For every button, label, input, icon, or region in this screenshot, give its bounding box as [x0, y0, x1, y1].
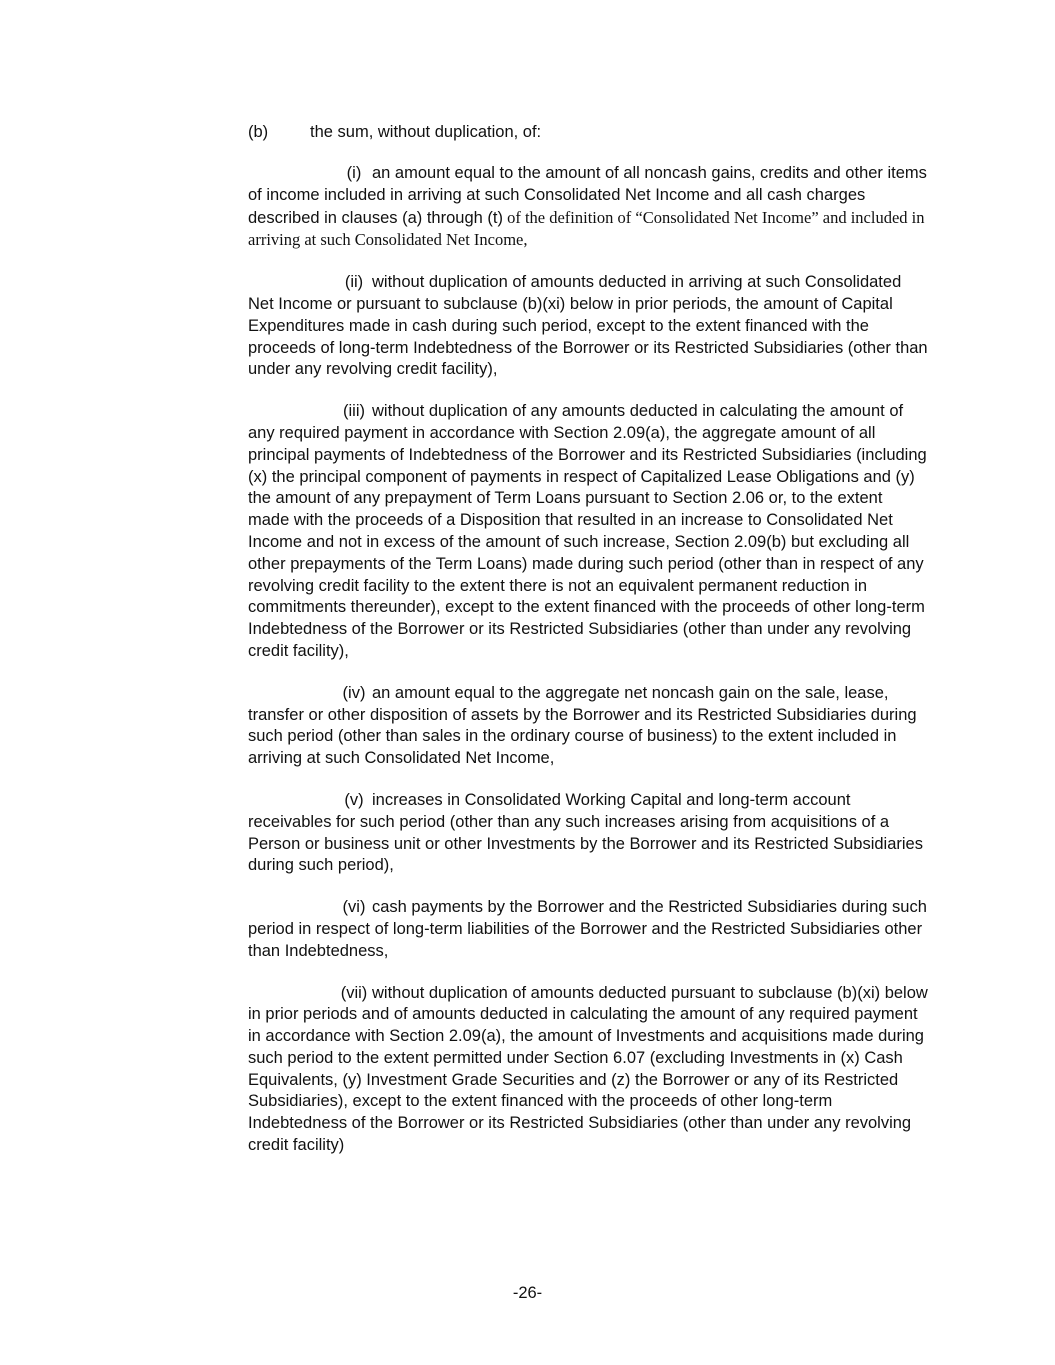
subclause-v [248, 790, 928, 877]
subclause-vii [248, 983, 928, 1157]
subclause-label: (i) [346, 164, 362, 182]
subclause-iv [248, 683, 928, 770]
clause-b-text: the sum, without duplication, of: [310, 123, 542, 141]
subclause-label: (v) [344, 790, 364, 809]
subclause-i [248, 163, 928, 252]
subclause-text: without duplication of any amounts deducted in calculating the amount of any required payment in accordance with Section 2.09(a), the aggregate amount of all principal payments of Indebtedness of the Borrower and its Restricted Subsidiaries (including (x) the principal component of payments in respect of Capitalized Lease Obligations and (y) the amount of any prepayment of Term Loans pursuant to Section 2.06 or, to the extent made with the proceeds of a Disposition that resulted in an increase to Consolidated Net Income and not in excess of the amount of such increase, Section 2.09(b) but excluding all other prepayments of the Term Loans) made during such period (other than in respect of any revolving credit facility to the extent there is not an equivalent permanent reduction in commitments thereunder), except to the extent financed with the proceeds of other long-term Indebtedness of the Borrower or its Restricted Subsidiaries (other than under any revolving credit facility), [248, 402, 927, 660]
subclause-label: (vi) [342, 898, 366, 917]
clause-b-label: (b) [248, 123, 269, 141]
subclause-ii [248, 272, 928, 381]
subclause-iii [248, 401, 928, 663]
subclause-label: (ii) [344, 273, 364, 292]
subclause-label: (vii) [340, 983, 368, 1002]
subclause-text: increases in Consolidated Working Capital and long-term account receivables for such period (other than any such increases arising from acquisitions of a Person or business unit or other Investments by the Borrower and its Restricted Subsidiaries during such period), [248, 790, 923, 875]
subclause-text: without duplication of amounts deducted pursuant to subclause (b)(xi) below in prior periods and of amounts deducted in calculating the amount of any required payment in accordance with Section 2.09(a), the amount of Investments and acquisitions made during such period to the extent permitted under Section 6.07 (excluding Investments in (x) Cash Equivalents, (y) Investment Grade Securities and (z) the Borrower or any of its Restricted Subsidiaries), except to the extent financed with the proceeds of other long-term Indebtedness of the Borrower or its Restricted Subsidiaries (other than under any revolving credit facility) [248, 983, 928, 1155]
subclause-text: without duplication of amounts deducted in arriving at such Consolidated Net Income or pursuant to subclause (b)(xi) below in prior periods, the amount of Capital Expenditures made in cash during such period, except to the extent financed with the proceeds of long-term Indebtedness of the Borrower or its Restricted Subsidiaries (other than under any revolving credit facility), [248, 273, 928, 379]
subclause-text: an amount equal to the amount of all noncash gains, credits and other items of income included in arriving at such Consolidated Net Income and all cash charges described in clauses (a) through (t) [248, 164, 927, 227]
subclause-label: (iv) [342, 683, 366, 702]
subclause-text: an amount equal to the aggregate net noncash gain on the sale, lease, transfer or other disposition of assets by the Borrower and its Restricted Subsidiaries during such period (other than sales in the ordinary course of business) to the extent included in arriving at such Consolidated Net Income, [248, 683, 917, 768]
clause-b-heading [248, 121, 928, 143]
page-number: -26- [512, 1284, 543, 1302]
document-body [248, 121, 928, 1177]
subclause-text-serif: of the definition of “Consolidated Net Income” and included in arriving at such Consolidated Net Income, [248, 207, 925, 250]
subclause-text: cash payments by the Borrower and the Restricted Subsidiaries during such period in respect of long-term liabilities of the Borrower and the Restricted Subsidiaries other than Indebtedness, [248, 898, 927, 960]
subclause-vi [248, 897, 928, 962]
subclause-label: (iii) [343, 402, 365, 421]
